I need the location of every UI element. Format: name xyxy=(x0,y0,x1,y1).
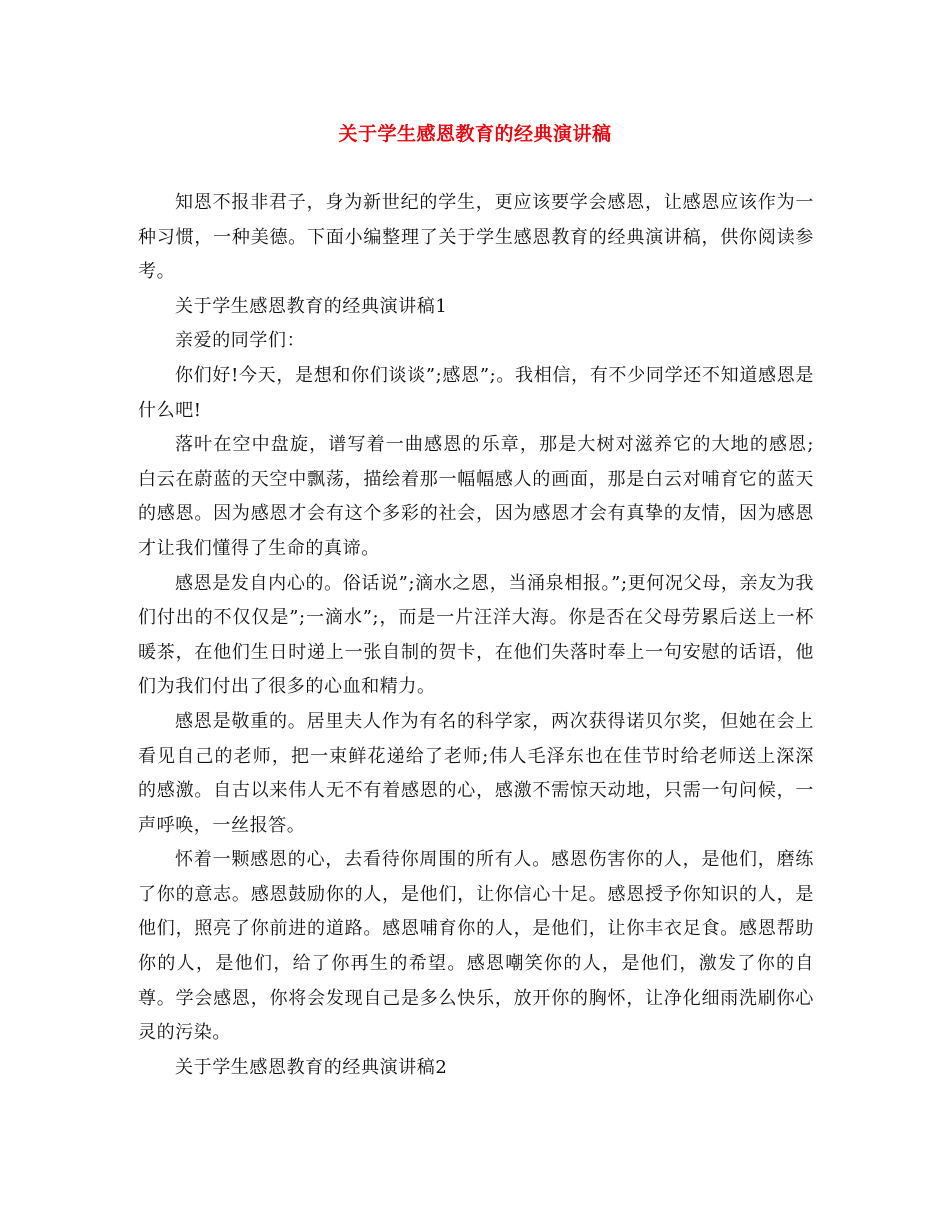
intro-paragraph: 知恩不报非君子，身为新世纪的学生，更应该要学会感恩，让感恩应该作为一种习惯，一种美德。下面小编整理了关于学生感恩教育的经典演讲稿，供你阅读参考。 xyxy=(138,192,814,283)
document-title: 关于学生感恩教育的经典演讲稿 xyxy=(338,123,612,145)
document-body xyxy=(138,186,814,1085)
body-paragraph: 怀着一颗感恩的心，去看待你周围的所有人。感恩伤害你的人，是他们，磨练了你的意志。感恩鼓励你的人，是他们，让你信心十足。感恩授予你知识的人，是他们，照亮了你前进的道路。感恩哺育你的人，是他们，让你丰衣足食。感恩帮助你的人，是他们，给了你再生的希望。感恩嘲笑你的人，是他们，激发了你的自尊。学会感恩，你将会发现自己是多么快乐，放开你的胸怀，让净化细雨洗刷你心灵的污染。 xyxy=(138,849,814,1044)
body-paragraph: 落叶在空中盘旋，谱写着一曲感恩的乐章，那是大树对滋养它的大地的感恩;白云在蔚蓝的天空中飘荡，描绘着那一幅幅感人的画面，那是白云对哺育它的蓝天的感恩。因为感恩才会有这个多彩的社会，因为感恩才会有真挚的友情，因为感恩才让我们懂得了生命的真谛。 xyxy=(138,434,814,559)
section-heading-1: 关于学生感恩教育的经典演讲稿1 xyxy=(175,295,448,317)
body-paragraph: 感恩是发自内心的。俗话说”;滴水之恩，当涌泉相报。”;更何况父母，亲友为我们付出的不仅仅是”;一滴水”;，而是一片汪洋大海。你是否在父母劳累后送上一杯暖茶，在他们生日时递上一张自制的贺卡，在他们失落时奉上一句安慰的话语，他们为我们付出了很多的心血和精力。 xyxy=(138,572,814,698)
section-heading-2: 关于学生感恩教育的经典演讲稿2 xyxy=(175,1056,448,1078)
body-paragraph: 你们好!今天，是想和你们谈谈”;感恩”;。我相信，有不少同学还不知道感恩是什么吧! xyxy=(138,364,814,421)
salutation: 亲爱的同学们： xyxy=(175,330,306,352)
body-paragraph: 感恩是敬重的。居里夫人作为有名的科学家，两次获得诺贝尔奖，但她在会上看见自己的老师，把一束鲜花递给了老师;伟人毛泽东也在佳节时给老师送上深深的感激。自古以来伟人无不有着感恩的心，感激不需惊天动地，只需一句问候，一声呼唤，一丝报答。 xyxy=(138,710,814,836)
